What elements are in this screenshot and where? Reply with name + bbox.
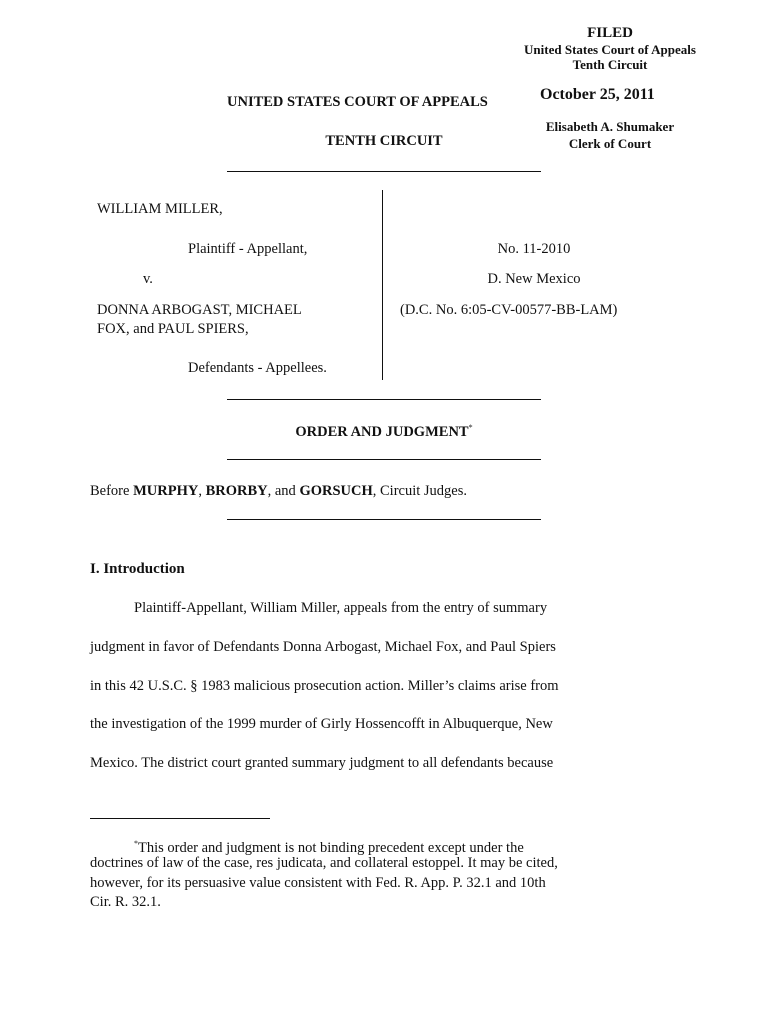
district: D. New Mexico (487, 271, 581, 287)
order-footnote-marker: * (468, 423, 473, 432)
clerk-name: Elisabeth A. Shumaker (545, 119, 675, 134)
footnote-text-1: This order and judgment is not binding precedent except under the (138, 839, 524, 856)
judge-gorsuch: GORSUCH (299, 483, 373, 499)
footnote-line-3: however, for its persuasive value consistent with Fed. R. App. P. 32.1 and 10th (90, 875, 546, 891)
stamp-court: United States Court of Appeals (524, 42, 696, 57)
court-name: UNITED STATES COURT OF APPEALS (227, 94, 488, 110)
caption-divider (382, 190, 383, 380)
footnote-line-2: doctrines of law of the case, res judicata, and collateral estoppel. It may be cited, (90, 855, 558, 871)
panel-sep-1: , (198, 483, 206, 499)
judge-brorby: BRORBY (205, 483, 268, 499)
plaintiff-role: Plaintiff - Appellant, (188, 241, 308, 257)
footnote-separator (90, 818, 270, 819)
plaintiff-name: WILLIAM MILLER, (97, 201, 223, 217)
section-heading: I. Introduction (90, 561, 185, 577)
case-number: No. 11-2010 (497, 241, 571, 257)
body-line-4: the investigation of the 1999 murder of Girly Hossencofft in Albuquerque, New (90, 716, 553, 732)
panel-line (90, 483, 467, 500)
filed-date: October 25, 2011 (540, 86, 655, 103)
order-title (227, 423, 541, 441)
circuit-name: TENTH CIRCUIT (325, 133, 443, 149)
body-line-1: Plaintiff-Appellant, William Miller, appeals from the entry of summary (134, 600, 548, 616)
versus: v. (143, 271, 153, 287)
stamp-circuit: Tenth Circuit (572, 57, 648, 72)
panel-sep-2: , and (267, 483, 300, 499)
caption-rule (227, 399, 541, 400)
dc-number: (D.C. No. 6:05-CV-00577-BB-LAM) (400, 302, 618, 318)
filed-stamp (490, 24, 730, 72)
body-line-3: in this 42 U.S.C. § 1983 malicious prosecution action. Miller’s claims arise from (90, 678, 559, 694)
panel-suffix: , Circuit Judges. (372, 483, 468, 499)
judge-murphy: MURPHY (133, 483, 199, 499)
body-line-5: Mexico. The district court granted summary judgment to all defendants because (90, 755, 554, 771)
defendants-role: Defendants - Appellees. (188, 360, 327, 376)
clerk-title: Clerk of Court (568, 136, 652, 151)
panel-before: Before (90, 483, 134, 499)
filed-label: FILED (587, 25, 633, 41)
clerk-block (520, 118, 700, 152)
header-rule (227, 171, 541, 172)
defendants-line-2: FOX, and PAUL SPIERS, (97, 321, 249, 337)
footnote-line-4: Cir. R. 32.1. (90, 894, 161, 910)
panel-rule (227, 519, 541, 520)
defendants-line-1: DONNA ARBOGAST, MICHAEL (97, 302, 302, 318)
order-title-text: ORDER AND JUDGMENT (295, 423, 469, 440)
order-rule (227, 459, 541, 460)
body-line-2: judgment in favor of Defendants Donna Arbogast, Michael Fox, and Paul Spiers (90, 639, 556, 655)
footnote-marker: * (134, 839, 138, 848)
